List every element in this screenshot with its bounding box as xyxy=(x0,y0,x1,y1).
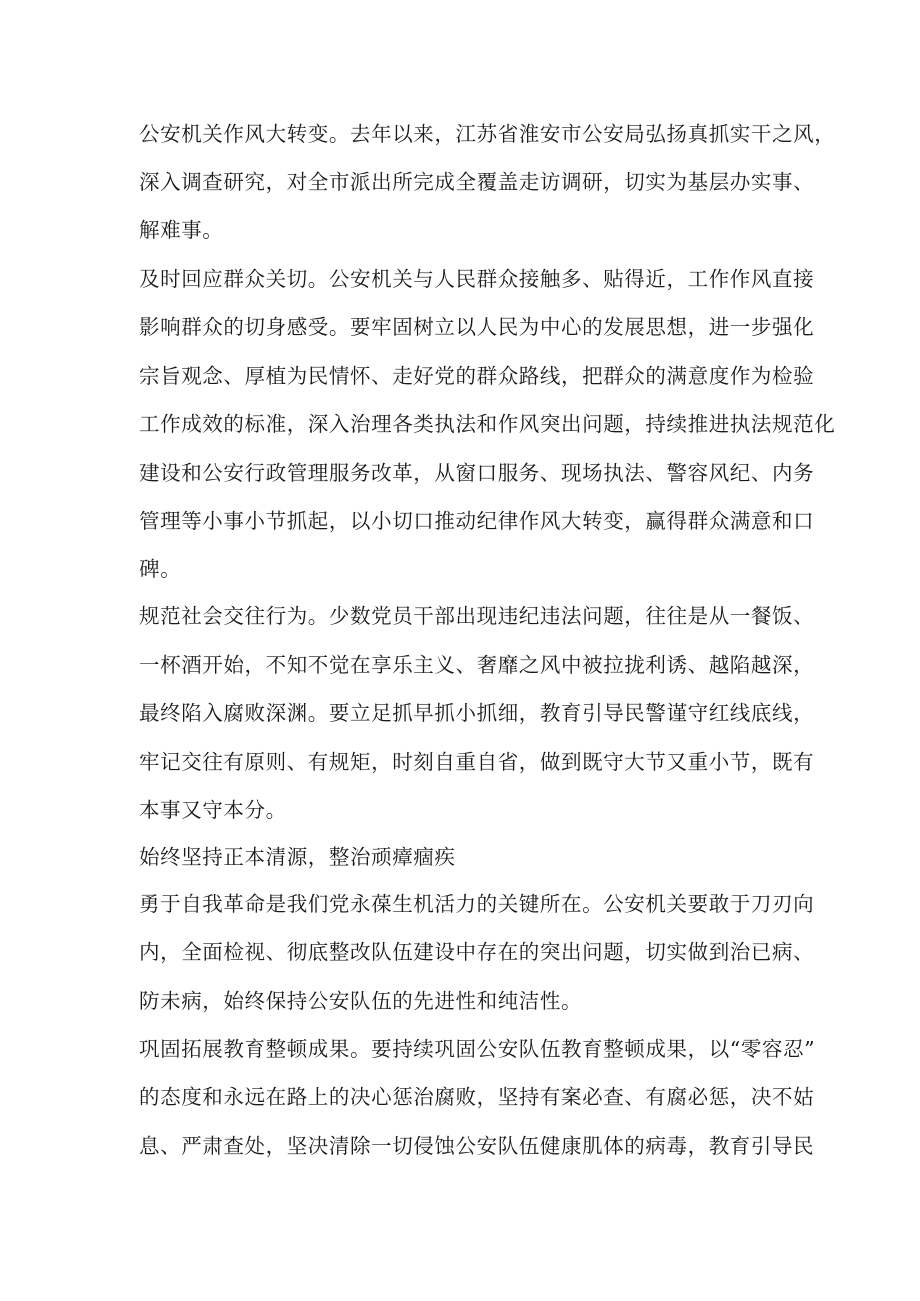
text-line: 影响群众的切身感受。要牢固树立以人民为中心的发展思想，进一步强化 xyxy=(139,315,815,339)
text-line: 宗旨观念、厚植为民情怀、走好党的群众路线，把群众的满意度作为检验 xyxy=(139,364,815,388)
text-line: 的态度和永远在路上的决心惩治腐败，坚持有案必查、有腐必惩，决不姑 xyxy=(139,1085,815,1109)
text-line: 息、严肃查处，坚决清除一切侵蚀公安队伍健康肌体的病毒，教育引导民 xyxy=(139,1134,815,1158)
text-line: 管理等小事小节抓起，以小切口推动纪律作风大转变，赢得群众满意和口 xyxy=(139,509,815,533)
text-line: 内，全面检视、彻底整改队伍建设中存在的突出问题，切实做到治已病、 xyxy=(139,940,815,964)
text-line: 深入调查研究，对全市派出所完成全覆盖走访调研，切实为基层办实事、 xyxy=(139,170,815,194)
text-line: 一杯酒开始，不知不觉在享乐主义、奢靡之风中被拉拢利诱、越陷越深， xyxy=(139,653,815,677)
text-line: 解难事。 xyxy=(139,218,224,242)
text-line: 最终陷入腐败深渊。要立足抓早抓小抓细，教育引导民警谨守红线底线， xyxy=(139,701,815,725)
text-line: 规范社会交往行为。少数党员干部出现违纪违法问题，往往是从一餐饭、 xyxy=(139,604,815,628)
section-heading: 始终坚持正本清源，整治顽瘴痼疾 xyxy=(139,845,456,869)
text-line: 防未病，始终保持公安队伍的先进性和纯洁性。 xyxy=(139,989,583,1013)
text-line: 碑。 xyxy=(139,557,182,581)
text-line: 公安机关作风大转变。去年以来，江苏省淮安市公安局弘扬真抓实干之风， xyxy=(139,122,836,146)
text-line: 勇于自我革命是我们党永葆生机活力的关键所在。公安机关要敢于刀刃向 xyxy=(139,892,815,916)
text-line: 建设和公安行政管理服务改革，从窗口服务、现场执法、警容风纪、内务 xyxy=(139,461,815,485)
text-line: 及时回应群众关切。公安机关与人民群众接触多、贴得近，工作作风直接 xyxy=(139,267,815,291)
text-line: 牢记交往有原则、有规矩，时刻自重自省，做到既守大节又重小节，既有 xyxy=(139,750,815,774)
text-line: 工作成效的标准，深入治理各类执法和作风突出问题，持续推进执法规范化 xyxy=(139,412,836,436)
text-line: 本事又守本分。 xyxy=(139,798,287,822)
text-line: 巩固拓展教育整顿成果。要持续巩固公安队伍教育整顿成果，以“零容忍” xyxy=(139,1037,816,1061)
